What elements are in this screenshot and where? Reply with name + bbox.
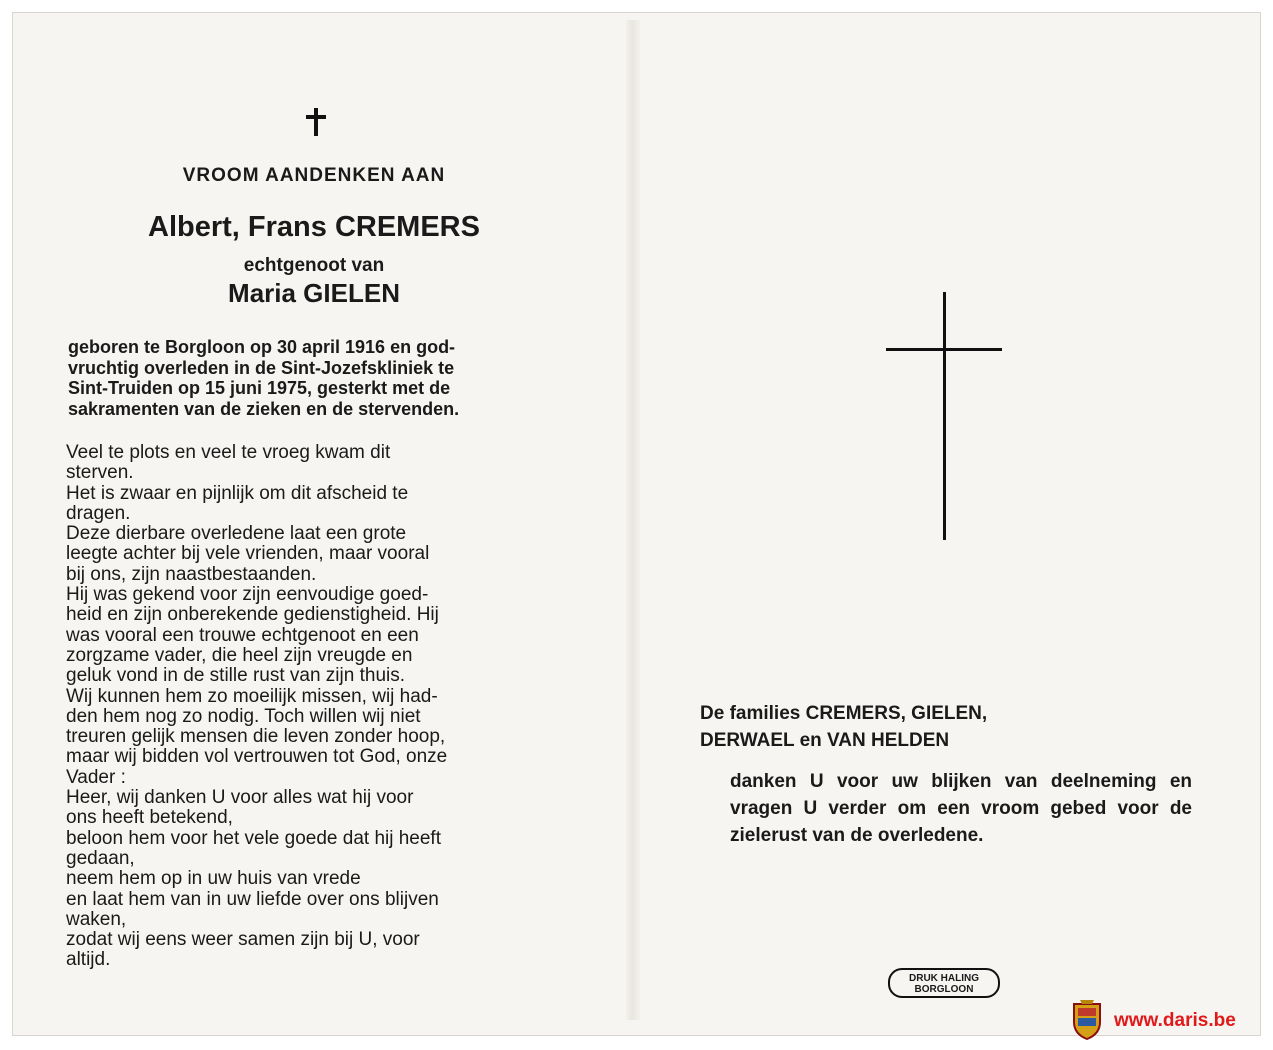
families-line-1: De families CREMERS, GIELEN, (700, 703, 988, 724)
printer-line-1: DRUK HALING (909, 973, 979, 984)
deceased-name: Albert, Frans CREMERS (148, 211, 480, 243)
cross-icon (306, 108, 326, 138)
biography-paragraph: geboren te Borgloon op 30 april 1916 en god- vruchtig overleden in de Sint-Jozefskliniek te Sint-Truiden op 15 juni 1975, gesterkt met de sakramenten van de zieken en de stervenden. (68, 337, 460, 419)
printer-line-2: BORGLOON (914, 984, 974, 995)
families-block (700, 700, 1220, 754)
memorial-heading: VROOM AANDENKEN AAN (182, 165, 446, 186)
card-fold (626, 20, 640, 1020)
coat-of-arms-icon (1070, 998, 1104, 1040)
relation-label: echtgenoot van (243, 255, 385, 276)
thanks-paragraph: danken U voor uw blijken van deelneming en vragen U verder om een vroom gebed voor de zielerust van de overledene. (730, 771, 1192, 846)
large-cross-icon (886, 292, 1002, 542)
spouse-name: Maria GIELEN (228, 278, 400, 308)
printer-stamp (888, 968, 1000, 998)
families-line-2: DERWAEL en VAN HELDEN (700, 730, 950, 751)
memorial-text: Veel te plots en veel te vroeg kwam dit sterven. Het is zwaar en pijnlijk om dit afscheid te dragen. Deze dierbare overledene laat een grote leegte achter bij vele vrienden, maar vooral bij ons, zijn naastbestaanden. Hij was gekend voor zijn eenvoudige goed- heid en zijn onberekende gedienstigheid. Hij was vooral een trouwe echtgenoot en een zorgzame vader, die heel zijn vreugde en geluk vond in de stille rust van zijn thuis. Wij kunnen hem zo moeilijk missen, wij had- den hem nog zo nodig. Toch willen wij niet treuren gelijk mensen die leven zonder hoop, maar wij bidden vol vertrouwen tot God, onze Vader : Heer, wij danken U voor alles wat hij voor ons heeft betekend, beloon hem voor het vele goede dat hij heeft gedaan, neem hem op in uw huis van vrede en laat hem van in uw liefde over ons blijven waken, zodat wij eens weer samen zijn bij U, voor altijd. (66, 442, 448, 971)
watermark-url: www.daris.be (1114, 1010, 1236, 1031)
